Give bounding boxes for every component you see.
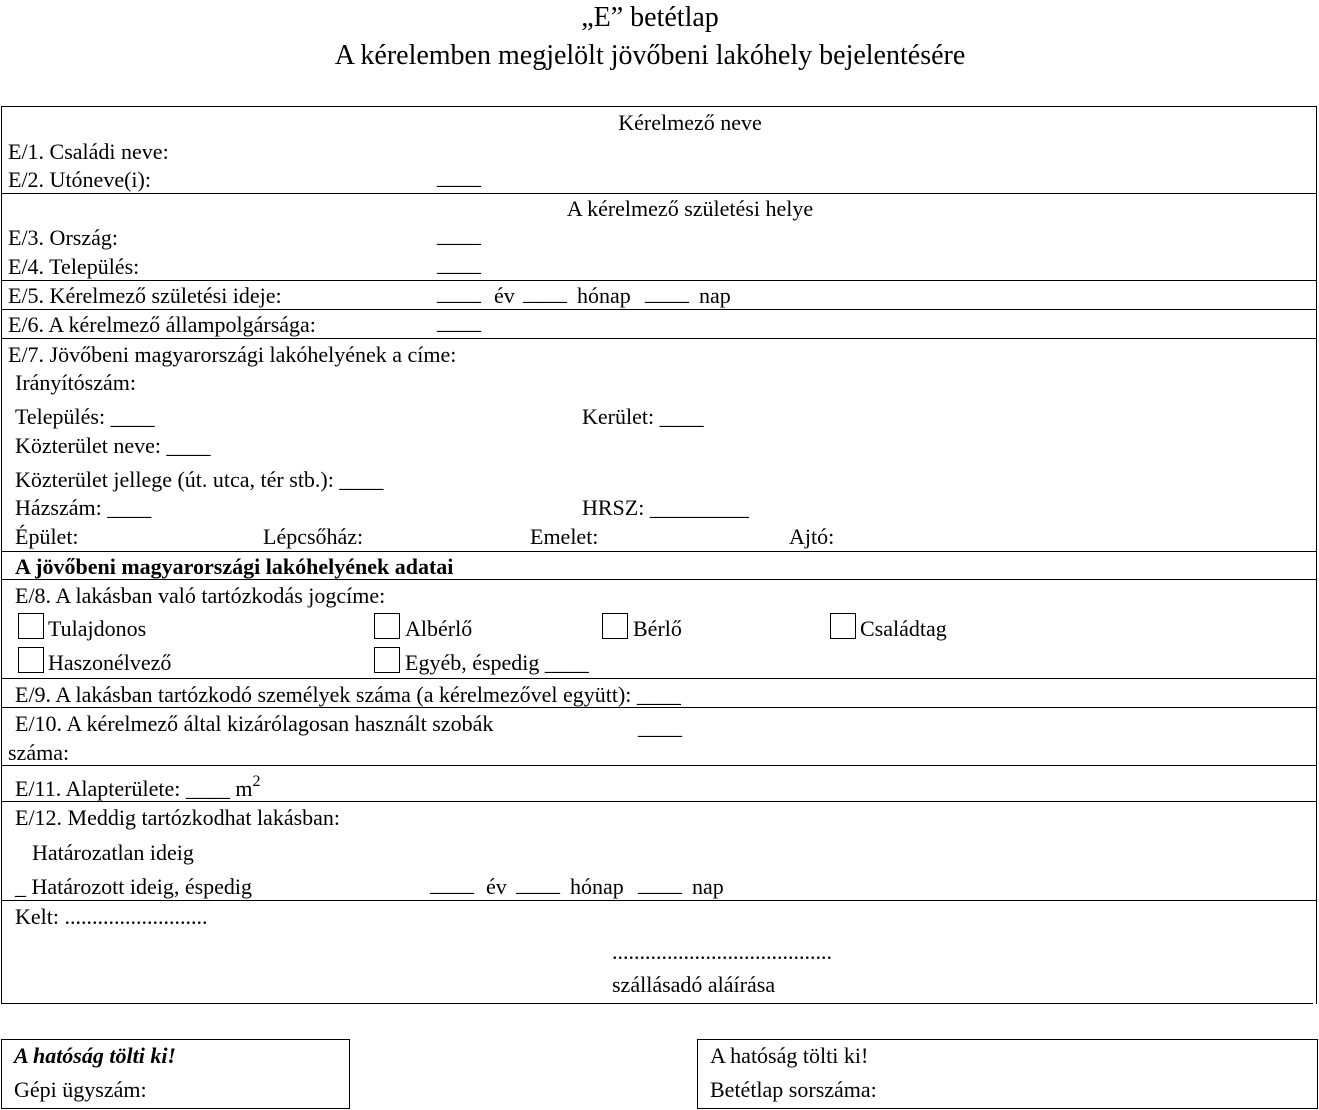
settlement-label: E/4. Település: — [8, 254, 140, 279]
residence-heading: A jövőbeni magyarországi lakóhelyének adatai — [15, 554, 454, 579]
family-name-label: E/1. Családi neve: — [8, 139, 169, 164]
row-divider — [1, 309, 1317, 310]
usufructuary-checkbox[interactable] — [18, 647, 44, 673]
given-names-blank[interactable]: ____ — [437, 164, 481, 189]
building-label: Épület: — [15, 524, 79, 549]
street-type-label: Közterület jellege (út. utca, tér stb.): ____ — [15, 467, 384, 492]
sheet-number-label: Betétlap sorszáma: — [710, 1077, 877, 1102]
tenant-checkbox[interactable] — [602, 613, 628, 639]
address-heading: E/7. Jövőbeni magyarországi lakóhelyének a címe: — [8, 342, 457, 367]
owner-option-label: Tulajdonos — [48, 616, 147, 641]
subtenant-option-label: Albérlő — [405, 616, 473, 641]
row-divider — [1, 193, 1317, 194]
country-label: E/3. Ország: — [8, 225, 118, 250]
until-year-blank[interactable]: ____ — [430, 871, 474, 896]
row-divider — [1, 900, 1317, 901]
family-member-checkbox[interactable] — [830, 613, 856, 639]
authority-left-title: A hatóság tölti ki! — [14, 1043, 176, 1068]
indefinite-option[interactable]: Határozatlan ideig — [32, 840, 194, 865]
document-title: „E” betétlap — [581, 2, 719, 33]
month-label: hónap — [577, 283, 631, 308]
rooms-label-line2: száma: — [8, 740, 70, 765]
postcode-label: Irányítószám: — [15, 370, 136, 395]
case-number-label: Gépi ügyszám: — [14, 1077, 147, 1102]
authority-box-left — [1, 1039, 350, 1109]
rooms-blank[interactable]: ____ — [638, 714, 682, 739]
year-label: év — [494, 283, 515, 308]
staircase-label: Lépcsőház: — [263, 524, 364, 549]
document-subtitle: A kérelemben megjelölt jövőbeni lakóhely bejelentésére — [334, 40, 966, 71]
row-divider — [1, 765, 1317, 766]
owner-checkbox[interactable] — [18, 613, 44, 639]
dated-field[interactable]: Kelt: .......................... — [15, 904, 208, 929]
row-divider — [1, 551, 1317, 552]
signature-label: szállásadó aláírása — [612, 972, 776, 997]
birth-year-blank[interactable]: ____ — [437, 280, 481, 305]
until-month-label: hónap — [570, 874, 624, 899]
family-member-option-label: Családtag — [860, 616, 947, 641]
tenant-option-label: Bérlő — [633, 616, 682, 641]
form-left-border — [1, 106, 2, 1004]
birth-day-blank[interactable]: ____ — [645, 280, 689, 305]
until-year-label: év — [486, 874, 507, 899]
row-divider — [1, 678, 1317, 679]
until-day-label: nap — [692, 874, 724, 899]
subtenant-checkbox[interactable] — [374, 613, 400, 639]
row-divider — [1, 338, 1317, 339]
row-divider — [1, 707, 1317, 708]
birth-month-blank[interactable]: ____ — [523, 280, 567, 305]
authority-box-right — [697, 1039, 1318, 1109]
rooms-label-line1: E/10. A kérelmező által kizárólagosan használt szobák — [15, 711, 494, 736]
citizenship-blank[interactable]: ____ — [437, 309, 481, 334]
given-names-label: E/2. Utóneve(i): — [8, 167, 151, 192]
usufructuary-option-label: Haszonélvező — [48, 650, 172, 675]
house-number-label: Házszám: ____ — [15, 495, 152, 520]
until-day-blank[interactable]: ____ — [638, 871, 682, 896]
other-checkbox[interactable] — [374, 647, 400, 673]
section-heading: A kérelmező születési helye — [566, 196, 814, 221]
form-right-border — [1316, 106, 1317, 1004]
section-heading: Kérelmező neve — [618, 110, 762, 135]
until-label: E/12. Meddig tartózkodhat lakásban: — [15, 805, 341, 830]
district-label: Kerület: ____ — [582, 404, 704, 429]
definite-option[interactable]: _ Határozott ideig, éspedig — [15, 874, 253, 899]
area-label: E/11. Alapterülete: ____ $m^2$ — [15, 773, 261, 801]
settlement-blank[interactable]: ____ — [437, 251, 481, 276]
address-settlement-label: Település: ____ — [15, 404, 155, 429]
row-divider — [1, 1003, 1313, 1004]
other-option-label: Egyéb, éspedig ____ — [405, 650, 589, 675]
row-divider — [1, 579, 1317, 580]
area-exponent: 2 — [252, 773, 261, 790]
row-divider — [1, 801, 1317, 802]
floor-label: Emelet: — [530, 524, 599, 549]
day-label: nap — [699, 283, 731, 308]
country-blank[interactable]: ____ — [437, 222, 481, 247]
hrsz-label: HRSZ: _________ — [582, 495, 749, 520]
residence-title-label: E/8. A lakásban való tartózkodás jogcíme: — [15, 583, 386, 608]
signature-line[interactable]: ........................................ — [612, 939, 832, 964]
birth-date-label: E/5. Kérelmező születési ideje: — [8, 283, 282, 308]
door-label: Ajtó: — [789, 524, 835, 549]
citizenship-label: E/6. A kérelmező állampolgársága: — [8, 312, 316, 337]
until-month-blank[interactable]: ____ — [516, 871, 560, 896]
occupants-label: E/9. A lakásban tartózkodó személyek száma (a kérelmezővel együtt): ____ — [15, 682, 681, 707]
row-divider — [1, 106, 1317, 107]
authority-right-title: A hatóság tölti ki! — [710, 1043, 869, 1068]
street-name-label: Közterület neve: ____ — [15, 433, 211, 458]
